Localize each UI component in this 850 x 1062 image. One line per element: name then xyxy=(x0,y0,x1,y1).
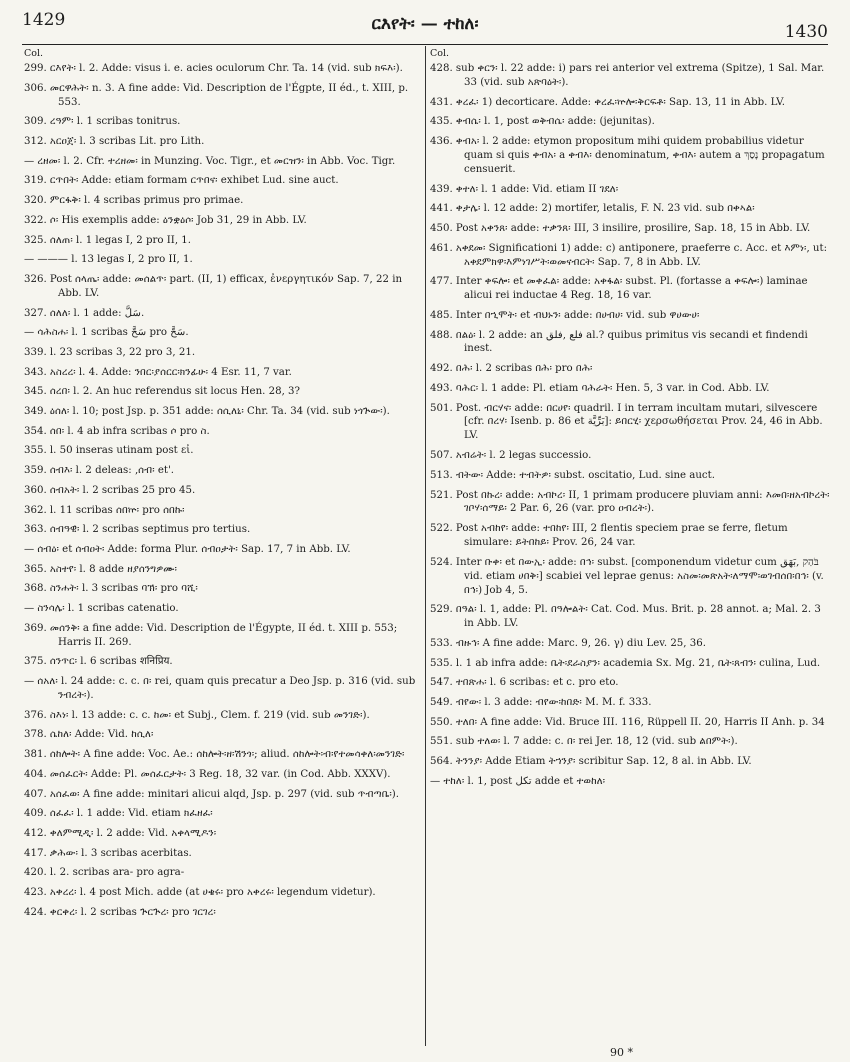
dictionary-entry: 428. sub ቀርን፡ l. 22 adde: i) pars rei anterior vel extrema (Spitze), 1 Sal. Mar. 33 (vid. sub አጽባዕት፡). xyxy=(430,63,825,88)
dictionary-entry: 365. አስተየ፡ l. 8 adde ዘያሰንግዎሙ፡ xyxy=(24,563,177,575)
dictionary-entry: 322. ሶ፡ His exemplis adde: ዕንቋዕሶ፡ Job 31, 29 in Abb. LV. xyxy=(24,214,307,226)
dictionary-entry: 441. ቀታሌ፡ l. 12 adde: 2) mortifer, letalis, F. N. 23 vid. sub በቀኣል፡ xyxy=(430,203,755,215)
dictionary-entry: 431. ቀረፈ፡ 1) decorticare. Adde: ቀረፈ፡ኵሎ፡ቅርፍቶ፡ Sap. 13, 11 in Abb. LV. xyxy=(430,96,785,108)
dictionary-entry: 378. ሴከለ፡ Adde: Vid. ከሲለ፡ xyxy=(24,729,154,741)
dictionary-entry: 354. ሰበ፡ l. 4 ab infra scribas ሶ pro ስ. xyxy=(24,425,210,437)
dictionary-entry: 493. ባሕር፡ l. 1 adde: Pl. etiam ባሕራት፡ Hen. 5, 3 var. in Cod. Abb. LV. xyxy=(430,382,770,394)
dictionary-entry: 435. ቀብሴ፡ l. 1, post ወቅብሴ፡ adde: (jejunitas). xyxy=(430,116,655,128)
dictionary-entry: 501. Post. ብርሃና፡ adde: በርሀየ፡ quadril. I in terram incultam mutari, silvescere [cfr. በረሃ፡ Isenb. p. 86 et بَرِّيَّة]: ይበርሂ፡ χερσωθήσεται Prov. 24, 46 in Abb. LV. xyxy=(430,402,823,442)
dictionary-entry: — ተከለ፡ l. 1, post تکل adde et ተወከለ፡ xyxy=(430,775,606,787)
dictionary-entry: 299. ርእየት፡ l. 2. Adde: visus i. e. acies oculorum Chr. Ta. 14 (vid. sub ክፍእ፡). xyxy=(24,63,403,74)
dictionary-entry: 320. ምርፋቅ፡ l. 4 scribas primus pro primae. xyxy=(24,195,244,207)
dictionary-entry: — ሳሕስሐ፡ l. 1 scribas سَحَّ pro سَحَّ. xyxy=(24,327,189,339)
dictionary-entry: 564. ትንንያ፡ Adde Etiam ትኀንያ፡ scribitur Sap. 12, 8 al. in Abb. LV. xyxy=(430,756,752,768)
dictionary-entry: 375. ሰንጥር፡ l. 6 scribas शनिप्रिय. xyxy=(24,656,173,668)
dictionary-entry: 327. ሰለለ፡ l. 1 adde: سَلَّ. xyxy=(24,307,145,319)
dictionary-entry: 436. ቀብአ፡ l. 2 adde: etymon propositum mihi quidem probabilius videtur quam si quis ቀብአ፡ a ቀብእ፡ denominatum, ቀብእ፡ autem a נָסַךְ propagatum censuerit. xyxy=(430,136,825,175)
dictionary-entry: 325. ሰለጠ፡ l. 1 legas I, 2 pro II, 1. xyxy=(24,234,192,246)
dictionary-entry: 550. ተለበ፡ A fine adde: Vid. Bruce III. 116, Rüppell II. 20, Harris II Anh. p. 34 xyxy=(430,716,825,728)
dictionary-entry: 524. Inter ቡቀ፡ et በውኢ፡ adde: በኅ፡ subst. [componendum videtur cum בֹּהַק ,بَهَق vid. etiam ሀበቅ፡] scabiei vel leprae genus: አስመ፡መጽአት፡ለማሞ፡ወገብሰበ፡በኅ፡ (v. በኅ፡) Job 4, 5. xyxy=(430,556,824,596)
dictionary-entry: 513. ብትው፡ Adde: ተብትዎ፡ subst. oscitatio, Lud. sine auct. xyxy=(430,469,715,481)
dictionary-entry: 507. አብሬት፡ l. 2 legas successio. xyxy=(430,450,592,462)
dictionary-entry: 312. አርዐጀ፡ l. 3 scribas Lit. pro Lith. xyxy=(24,136,205,148)
dictionary-entry: — ረዘመ፡ l. 2. Cfr. ተረዘመ፡ in Munzing. Voc. Tigr., et መርዝን፡ in Abb. Voc. Tigr. xyxy=(24,155,396,167)
dictionary-entry: 363. ሰብዓዊ፡ l. 2 scribas septimus pro tertius. xyxy=(24,524,251,536)
dictionary-entry: 439. ቀተለ፡ l. 1 adde: Vid. etiam II ገደለ፡ xyxy=(430,183,619,195)
dictionary-entry: 376. ስእነ፡ l. 13 adde: c. c. ከመ፡ et Subj., Clem. f. 219 (vid. sub መንገድ፡). xyxy=(24,709,370,721)
dictionary-entry: 339. l. 23 scribas 3, 22 pro 3, 21. xyxy=(24,346,196,358)
dictionary-entry: — ሰብዕ፡ et ሰብዐት፡ Adde: forma Plur. ሰብዐታት፡ Sap. 17, 7 in Abb. LV. xyxy=(24,543,351,555)
header-rule xyxy=(22,44,828,45)
dictionary-entry: 485. Inter በኂሞት፡ et ብህኑን፡ adde: በሀብሀ፡ vid. sub ዋሀውሀ፡ xyxy=(430,309,700,321)
dictionary-entry: 551. sub ተለወ፡ l. 7 adde: c. በ፡ rei Jer. 18, 12 (vid. sub ልበምት፡). xyxy=(430,736,738,748)
column-label: Col. xyxy=(24,48,44,59)
column-divider xyxy=(425,46,426,1046)
dictionary-entry: 417. ቃሕው፡ l. 3 scribas acerbitas. xyxy=(24,847,192,859)
page-header xyxy=(0,0,850,50)
dictionary-entry: 461. አቀደመ፡ Significationi 1) adde: c) antiponere, praeferre c. Acc. et እምነ፡, ut: አቀደምክዋ፡እምነገሥት፡ወመናብርት፡ Sap. 7, 8 in Abb. LV. xyxy=(430,242,828,268)
running-head: ርእየት፡ — ተከለ፡ xyxy=(371,14,479,34)
dictionary-entry: 326. Post ሰላጤ፡ adde: መሰልጥ፡ part. (II, 1) efficax, ἐνεργητικόν Sap. 7, 22 in Abb. LV. xyxy=(24,273,403,299)
dictionary-entry: 369. መሰንቅ፡ a fine adde: Vid. Description de l'Égypte, II éd. t. XIII p. 553; Harris II. 269. xyxy=(24,622,398,648)
dictionary-entry: 492. በሕ፡ l. 2 scribas በሕ፡ pro በሕ፡ xyxy=(430,363,593,375)
dictionary-entry: 407. አሰፈወ፡ A fine adde: minitari alicui alqd, Jsp. p. 297 (vid. sub ጥብጣቤ፡). xyxy=(24,788,400,800)
right-column xyxy=(430,48,830,794)
dictionary-entry: 349. ዕሰለ፡ l. 10; post Jsp. p. 351 adde: ሰሲለኒ፡ Chr. Ta. 34 (vid. sub ነጎጕው፡). xyxy=(24,406,390,418)
dictionary-entry: 423. አቀረረ፡ l. 4 post Mich. adde (at ሀቄሩ፡ pro አቀረሩ፡ legendum videtur). xyxy=(24,887,376,899)
dictionary-entry: 306. መርዋሕት፡ n. 3. A fine adde: Vid. Description de l'Égpte, II éd., t. XIII, p. 553. xyxy=(24,82,409,108)
dictionary-entry: 359. ሰብእ፡ l. 2 deleas: ,ሰብ፡ et'. xyxy=(24,465,175,477)
dictionary-entry: 529. በዓል፡ l. 1, adde: Pl. በዓሎልት፡ Cat. Cod. Mus. Brit. p. 28 annot. a; Mal. 2. 3 in Abb. LV. xyxy=(430,604,821,630)
dictionary-entry: 412. ቀለምሚዲ፡ l. 2 adde: Vid. አቀላሚዶን፡ xyxy=(24,827,217,839)
dictionary-entry: 522. Post አብከየ፡ adde: ተበከየ፡ III, 2 flentis speciem prae se ferre, fletum simulare: ይትበከይ፡ Prov. 26, 24 var. xyxy=(430,523,788,549)
dictionary-entry: 533. ብዙኅ፡ A fine adde: Marc. 9, 26. γ) diu Lev. 25, 36. xyxy=(430,637,706,649)
dictionary-entry: 381. ሰከሎት፡ A fine adde: Voc. Ae.: ሰከሎት፡ዘ፡ሽንጎ፡; aliud. ሰከሎት፡ብ፡የተመሳቀለ፡መንገድ፡ xyxy=(24,749,405,761)
dictionary-entry: 450. Post አቀንጸ፡ adde: ተቃንጸ፡ III, 3 insilire, prosilire, Sap. 18, 15 in Abb. LV. xyxy=(430,222,811,234)
dictionary-entry: 360. ሰብአት፡ l. 2 scribas 25 pro 45. xyxy=(24,484,196,496)
dictionary-entry: 319. ርጥበት፡ Adde: etiam formam ርጥበና፡ exhibet Lud. sine auct. xyxy=(24,175,339,187)
dictionary-entry: 355. l. 50 inseras utinam post εἰ. xyxy=(24,445,194,457)
dictionary-entry: 424. ቀርቀረ፡ l. 2 scribas ጕርጕረ፡ pro ገርገረ፡ xyxy=(24,906,216,918)
dictionary-entry: 549. ብየው፡ l. 3 adde: ብየው፡ከበድ፡ M. M. f. 333. xyxy=(430,696,652,708)
dictionary-entry: 488. በልዕ፡ l. 2 adde: an فلع ,فلق al.? quibus primitus vis secandi et findendi inest. xyxy=(430,329,808,355)
dictionary-entry: 535. l. 1 ab infra adde: ቤት፡ደራስያን፡ academia Sx. Mg. 21, ቤት፡ጸብን፡ culina, Lud. xyxy=(430,657,821,669)
dictionary-entry: 309. ረዓም፡ l. 1 scribas tonitrus. xyxy=(24,116,181,128)
dictionary-entry: 521. Post በኩረ፡ adde: አብኮረ፡ II, 1 primam producere pluviam anni: እመበ፡ዘአብኮረት፡ገቦሃ፡ሰማይ፡ 2 Par. 6, 26 (var. pro ዐብረት፡). xyxy=(430,489,830,515)
dictionary-entry: 345. ሰረበ፡ l. 2. An huc referendus sit locus Hen. 28, 3? xyxy=(24,386,300,398)
page-number-right: 1430 xyxy=(784,22,828,42)
dictionary-entry: 343. አስረረ፡ l. 4. Adde: ንበር፡ያሰርር፡ክንፊሁ፡ 4 Esr. 11, 7 var. xyxy=(24,366,292,378)
dictionary-entry: 404. መሰፈርት፡ Adde: Pl. መሰፈርታት፡ 3 Reg. 18, 32 var. (in Cod. Abb. XXXV). xyxy=(24,768,391,780)
dictionary-entry: 362. l. 11 scribas ሰበኵ፡ pro ሰበኩ፡ xyxy=(24,504,185,516)
dictionary-entry: 409. ሰፈፈ፡ l. 1 adde: Vid. etiam ክፈዘፈ፡ xyxy=(24,808,213,820)
signature-mark: 90 * xyxy=(610,1046,633,1059)
dictionary-entry: 477. Inter ቀፍሎ፡ et መቀፈል፡ adde: አቀፋል፡ subst. Pl. (fortasse a ቀፍሎ፡) laminae alicui rei inductae 4 Reg. 18, 16 var. xyxy=(430,276,808,302)
dictionary-entry: 420. l. 2. scribas ara- pro agra- xyxy=(24,867,185,879)
dictionary-entry: — ስንሳሌ፡ l. 1 scribas catenatio. xyxy=(24,603,179,615)
page-number-left: 1429 xyxy=(22,10,66,30)
left-column xyxy=(24,48,420,925)
dictionary-entry: 547. ተበጽሐ፡ l. 6 scribas: et c. pro eto. xyxy=(430,677,619,689)
dictionary-entry: — ሰአለ፡ l. 24 adde: c. c. በ፡ rei, quam quis precatur a Deo Jsp. p. 316 (vid. sub ንብረት፡). xyxy=(24,676,416,702)
dictionary-entry: — ——— l. 13 legas I, 2 pro II, 1. xyxy=(24,254,193,266)
dictionary-entry: 368. ስንሐት፡ l. 3 scribas ባኽ፡ pro ባሺ፡ xyxy=(24,583,198,595)
column-label: Col. xyxy=(430,48,450,59)
